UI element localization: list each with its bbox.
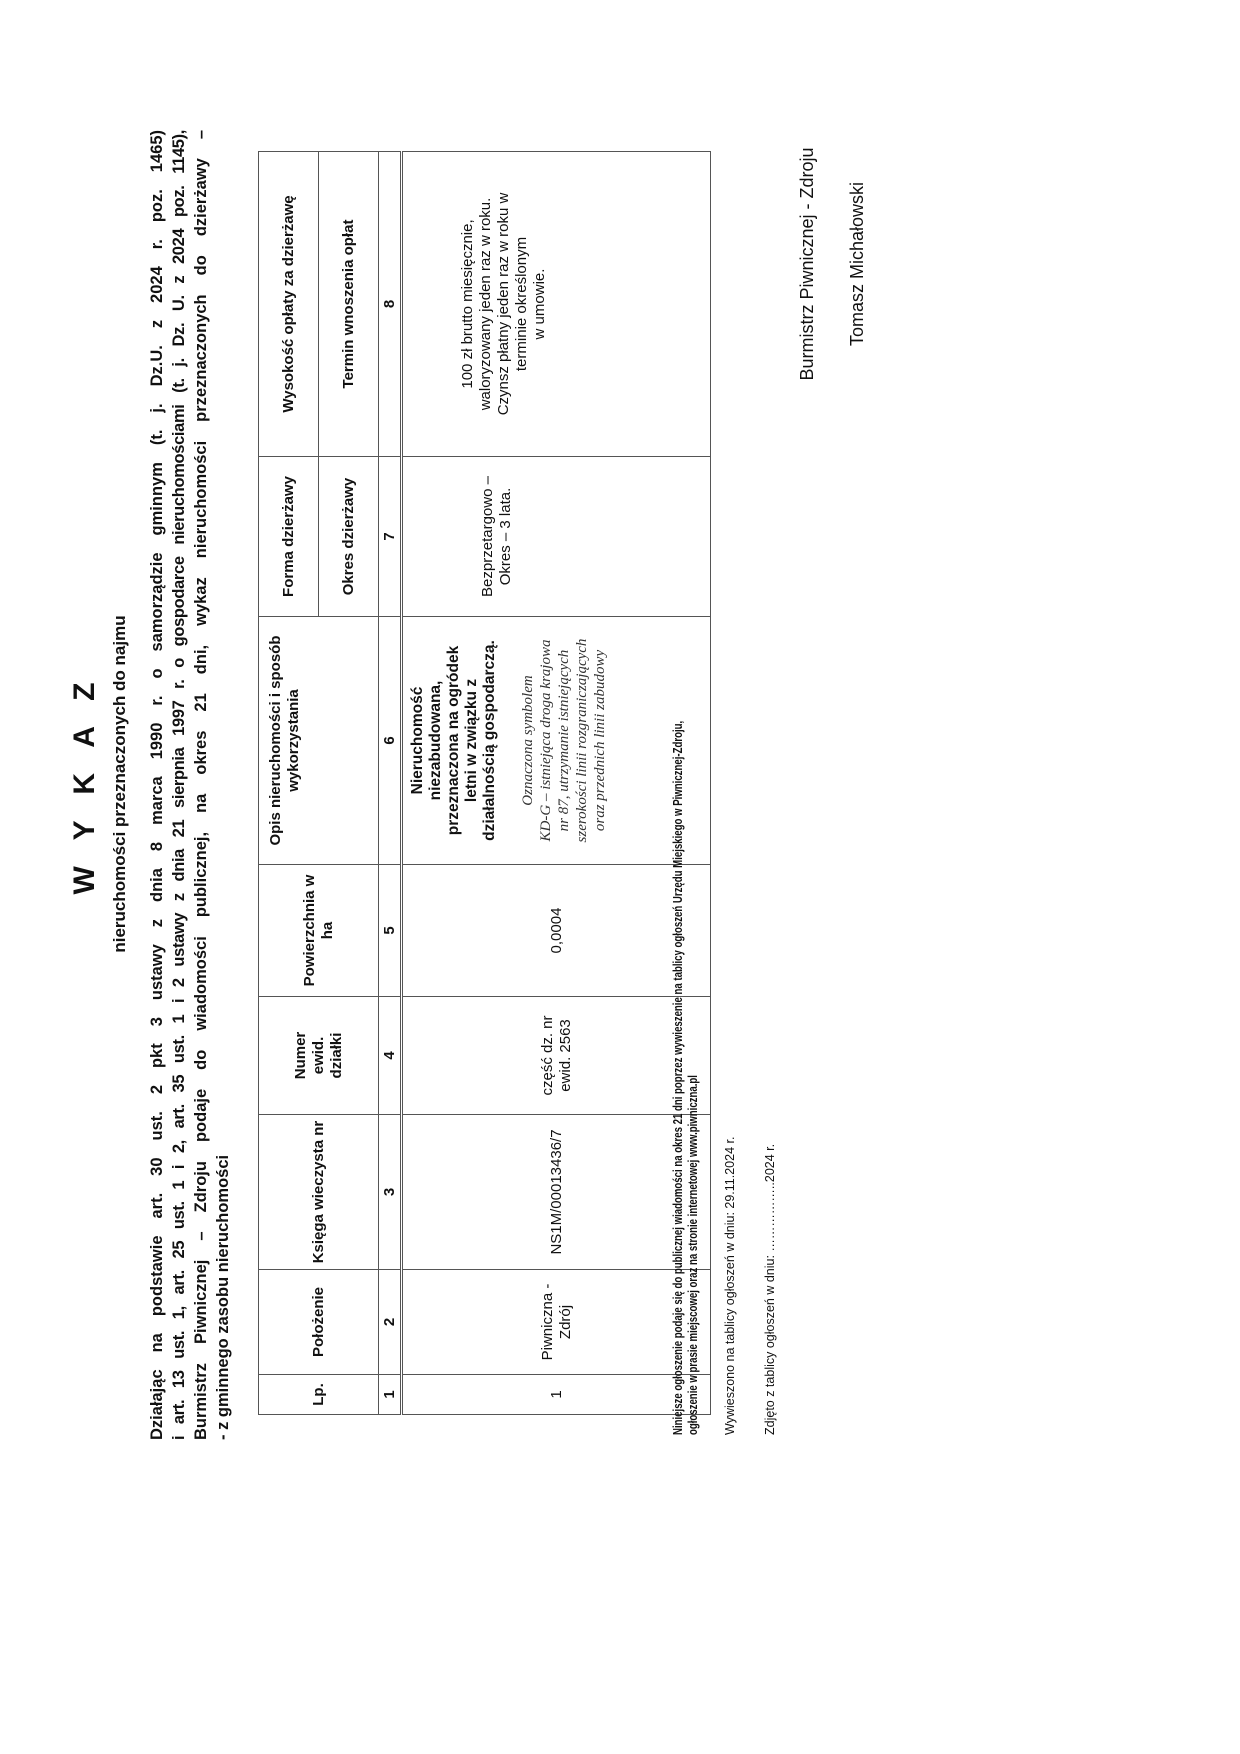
cell-line: niezabudowana, [427, 680, 444, 801]
posted-date: Wywieszono na tablicy ogłoszeń w dniu: 29.11.2024 r. [723, 1136, 737, 1435]
intro-line: i art. 13 ust. 1, art. 25 ust. 1 i 2, art. 35 ust. 1 i 2 ustawy z dnia 21 sierpnia 1997 r. o gospodarce nieruchomościami (t. j. Dz. U. z 2024 poz. 1145), [170, 130, 188, 1440]
cell-line: KD-G – istniejąca droga krajowa [538, 639, 554, 842]
cell-line: Czynsz płatny jeden raz w roku w [495, 192, 512, 416]
cell-line: terminie określonym [513, 236, 530, 372]
header-ksiega: Księga wieczysta nr [259, 1115, 379, 1270]
signature-role: Burmistrz Piwnicznej - Zdroju [797, 147, 817, 381]
header-lp: Lp. [259, 1375, 379, 1415]
removed-date: Zdjęto z tablicy ogłoszeń w dniu: ……………..2024 r. [763, 1143, 777, 1435]
col-number: 5 [379, 865, 402, 997]
cell-line: działalnością gospodarczą. [481, 640, 498, 841]
col-number: 4 [379, 997, 402, 1115]
col-number: 2 [379, 1270, 402, 1375]
cell-oplata [402, 152, 711, 457]
cell-line: Piwniczna - [538, 1283, 556, 1361]
table-row [402, 152, 711, 1415]
cell-ksiega: NS1M/00013436/7 [402, 1115, 711, 1270]
header-okres: Okres dzierżawy [319, 457, 379, 617]
col-number: 3 [379, 1115, 402, 1270]
col-number: 6 [379, 617, 402, 865]
document-subtitle: nieruchomości przeznaczonych do najmu [110, 615, 129, 953]
cell-line: Oznaczona symbolem [520, 675, 536, 806]
col-number: 7 [379, 457, 402, 617]
cell-powierzchnia: 0,0004 [402, 865, 711, 997]
cell-line: przeznaczona na ogródek [445, 645, 462, 836]
cell-line: Zdrój [556, 1304, 574, 1340]
cell-numer [402, 997, 711, 1115]
header-opis: Opis nieruchomości i sposób wykorzystania [259, 617, 379, 865]
property-table [258, 151, 711, 1415]
notice-line: ogłoszenie w prasie miejscowej oraz na stronie internetowej www.piwniczna.pl [685, 1075, 700, 1435]
header-termin: Termin wnoszenia opłat [319, 152, 379, 457]
cell-line: waloryzowany jeden raz w roku. [477, 197, 494, 411]
header-polozenie: Położenie [259, 1270, 379, 1375]
spacer [499, 621, 519, 860]
cell-forma-okres [402, 457, 711, 617]
document-title: W Y K A Z [68, 673, 101, 895]
col-number: 1 [379, 1375, 402, 1415]
intro-paragraph [146, 130, 234, 1440]
intro-line: - z gminnego zasobu nieruchomości [214, 1154, 232, 1440]
header-numer: Numer ewid. działki [259, 997, 379, 1115]
notice-line: Niniejsze ogłoszenie podaje się do publicznej wiadomości na okres 21 dni poprzez wywieszenie na tablicy ogłoszeń Urzędu Miejskiego w Piwnicznej-Zdroju, [670, 720, 685, 1435]
cell-lp: 1 [402, 1375, 711, 1415]
cell-line: Nieruchomość [409, 686, 426, 795]
cell-line: oraz przednich linii zabudowy [592, 649, 608, 832]
signature-name: Tomasz Michałowski [847, 181, 867, 347]
cell-line: Bezprzetargowo – [479, 476, 496, 597]
cell-line: letni w związku z [463, 678, 480, 803]
cell-line: ewid. 2563 [556, 1019, 574, 1092]
cell-line: w umowie. [531, 268, 548, 340]
intro-line: Działając na podstawie art. 30 ust. 2 pkt 3 ustawy z dnia 8 marca 1990 r. o samorządzie gminnym (t. j. Dz.U. z 2024 r. poz. 1465) [148, 130, 166, 1440]
cell-line: część dz. nr [538, 1015, 556, 1096]
cell-line: szerokości linii rozgraniczających [574, 638, 590, 843]
cell-polozenie [402, 1270, 711, 1375]
header-powierzchnia: Powierzchnia w ha [259, 865, 379, 997]
cell-opis [402, 617, 711, 865]
col-number: 8 [379, 152, 402, 457]
publication-notice [670, 721, 700, 1435]
intro-line: Burmistrz Piwnicznej – Zdroju podaje do wiadomości publicznej, na okres 21 dni, wykaz nieruchomości przeznaczonych do dzierżawy – [192, 130, 210, 1440]
cell-line: 100 zł brutto miesięcznie, [459, 219, 476, 389]
cell-line: Okres – 3 lata. [497, 487, 514, 586]
header-forma: Forma dzierżawy [259, 457, 319, 617]
cell-line: nr 87, utrzymanie istniejących [556, 649, 572, 832]
header-wysokosc: Wysokość opłaty za dzierżawę [259, 152, 319, 457]
